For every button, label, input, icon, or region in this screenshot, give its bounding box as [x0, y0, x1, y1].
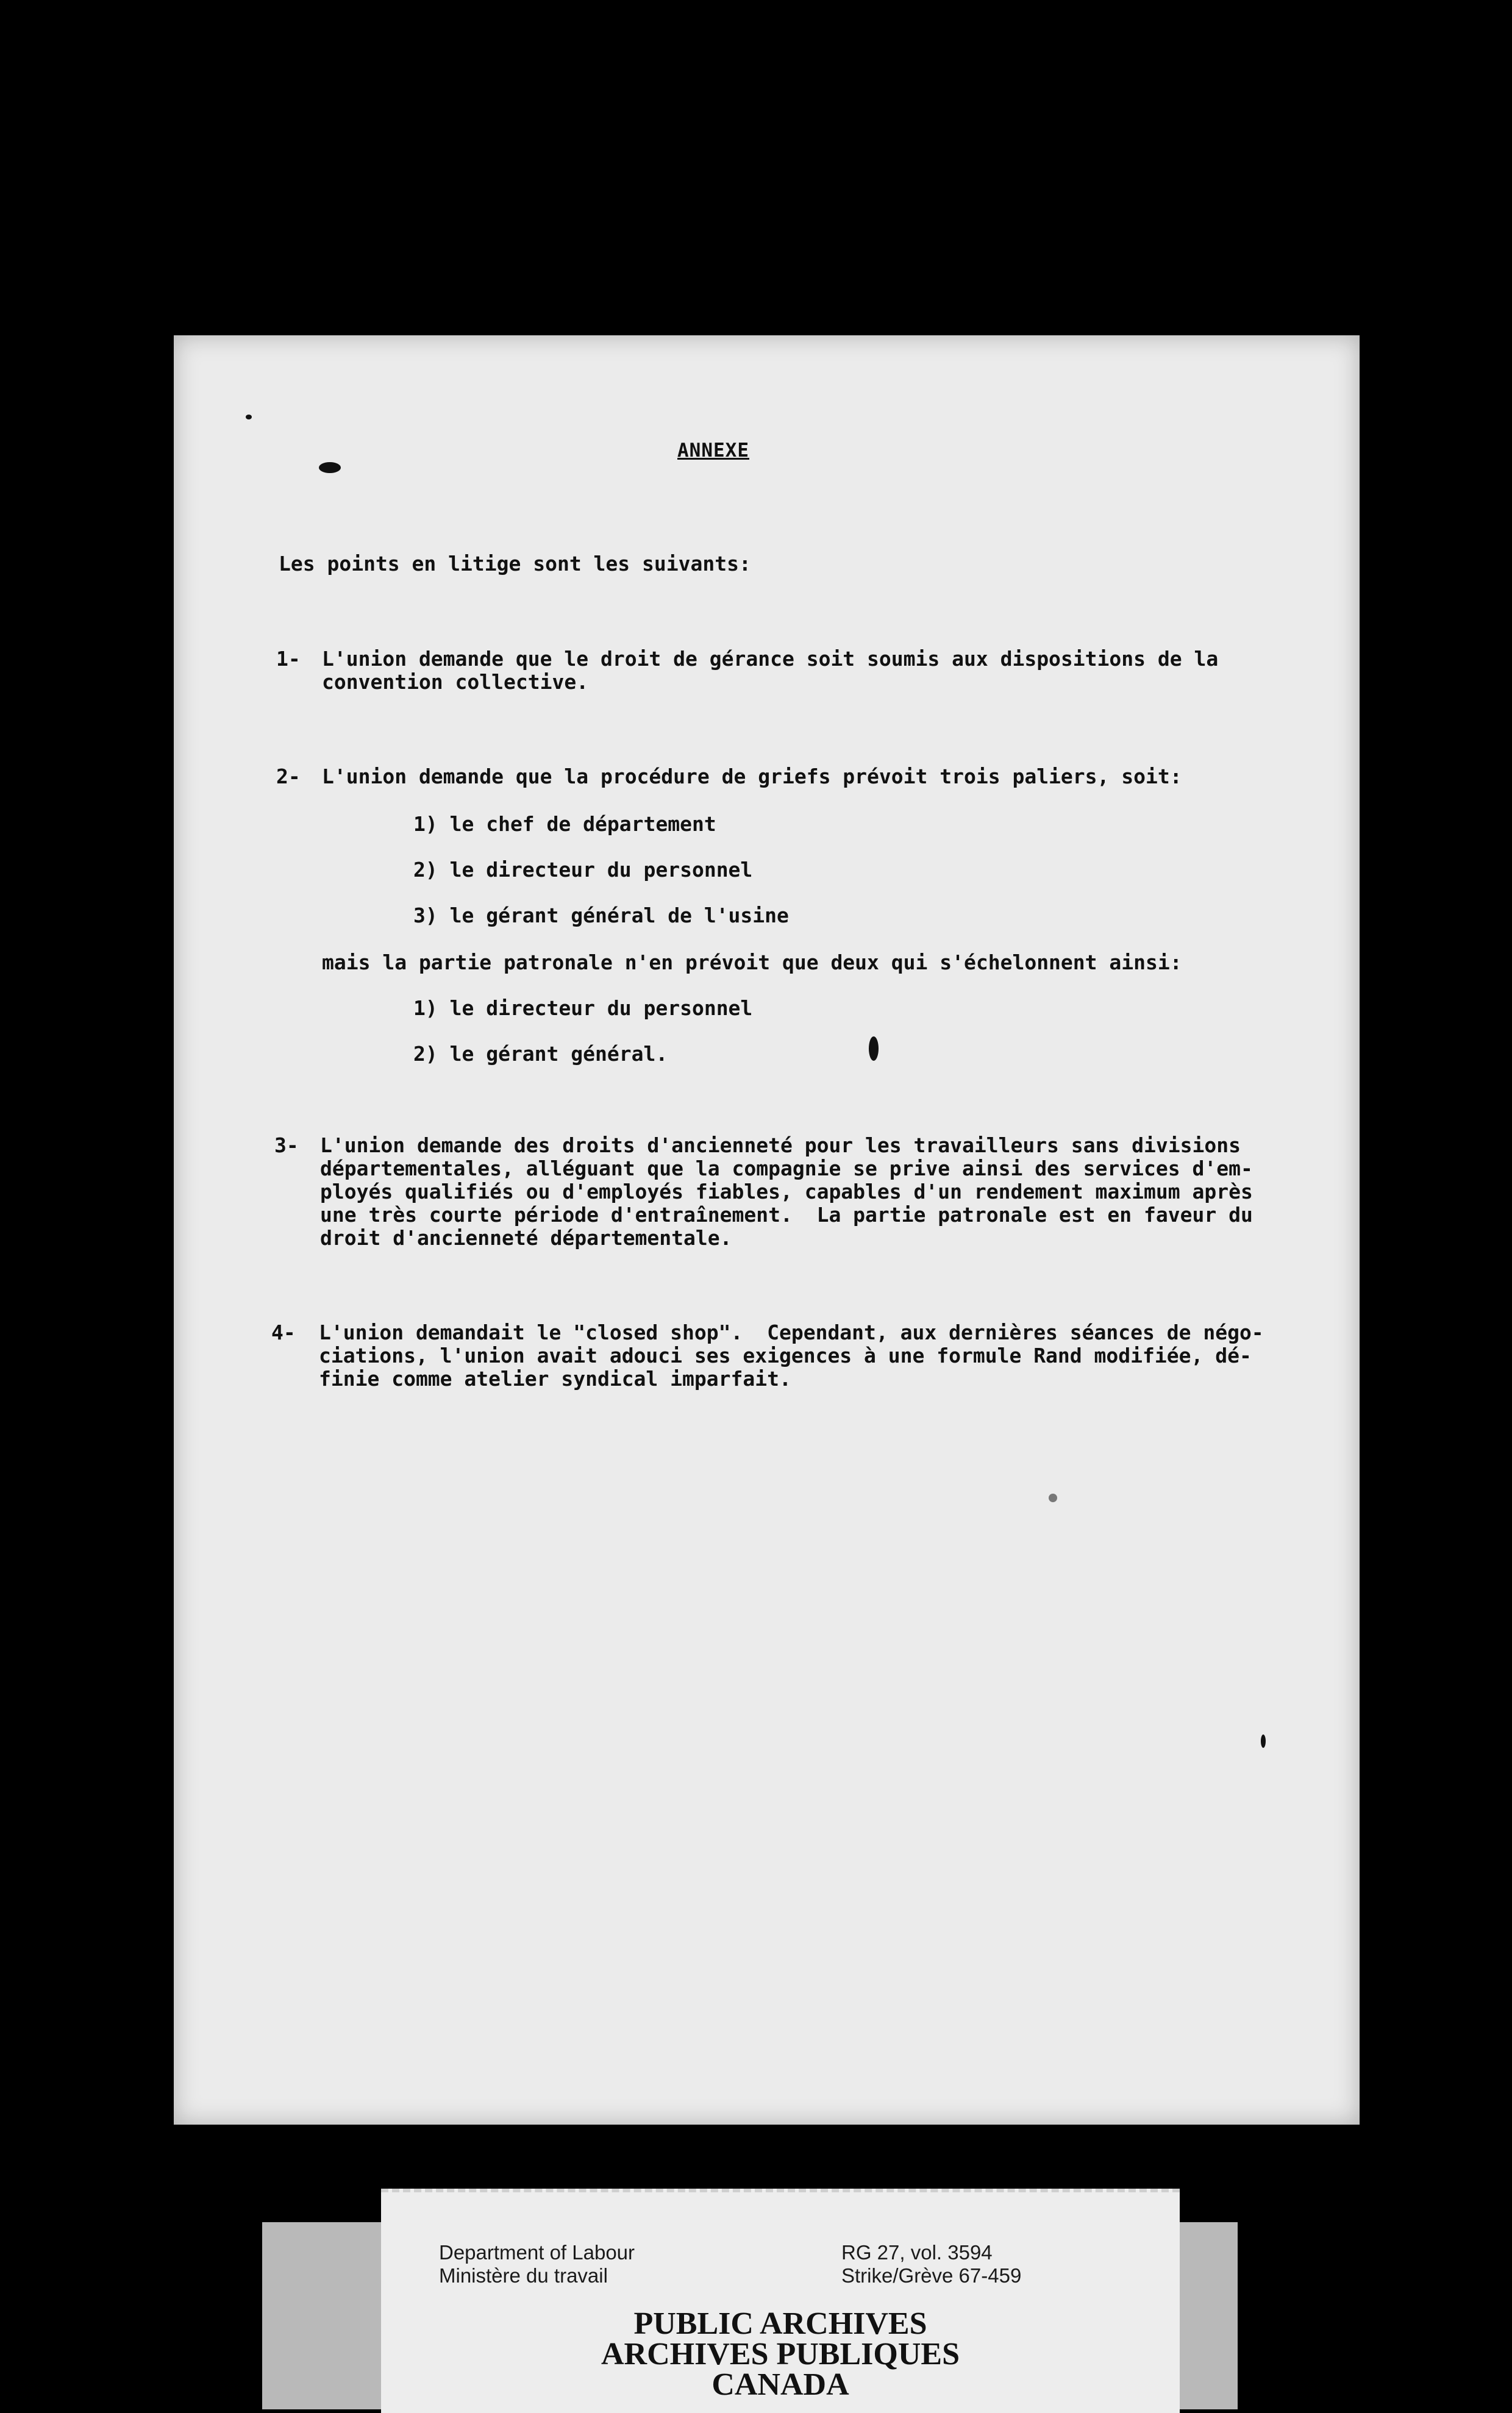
union-level-2: 2) le directeur du personnel [413, 858, 753, 882]
employer-level-2: 2) le gérant général. [413, 1042, 668, 1066]
archive-label-card [381, 2189, 1180, 2413]
point-3-line-5: droit d'ancienneté départementale. [320, 1226, 732, 1250]
point-1-number: 1- [276, 647, 301, 671]
point-3-line-3: ployés qualifiés ou d'employés fiables, capables d'un rendement maximum après [320, 1180, 1253, 1203]
ink-speck [1049, 1494, 1057, 1502]
point-2-number: 2- [276, 765, 301, 788]
point-3-number: 3- [274, 1133, 299, 1157]
point-2-middle-line: mais la partie patronale n'en prévoit que deux qui s'échelonnent ainsi: [322, 950, 1182, 974]
page-title: ANNEXE [677, 440, 749, 462]
document-page [174, 335, 1360, 2125]
point-4-line-1: L'union demandait le "closed shop". Cependant, aux dernières séances de négo- [319, 1321, 1264, 1344]
point-3-line-1: L'union demande des droits d'ancienneté pour les travailleurs sans divisions [320, 1133, 1241, 1157]
ink-speck [319, 462, 341, 473]
reference-number: RG 27, vol. 3594 [841, 2241, 993, 2264]
archive-stamp-line-3: CANADA [711, 2367, 849, 2402]
archive-stamp-line-2: ARCHIVES PUBLIQUES [601, 2337, 960, 2372]
point-3-line-2: départementales, alléguant que la compagnie se prive ainsi des services d'em- [320, 1157, 1253, 1180]
department-fr: Ministère du travail [439, 2264, 608, 2287]
point-4-number: 4- [271, 1321, 296, 1344]
ink-speck [869, 1036, 879, 1061]
point-1-line-1: L'union demande que le droit de gérance soit soumis aux dispositions de la [322, 647, 1219, 671]
point-1-line-2: convention collective. [322, 670, 589, 694]
point-2-line-1: L'union demande que la procédure de griefs prévoit trois paliers, soit: [322, 765, 1182, 788]
archive-stamp-line-1: PUBLIC ARCHIVES [633, 2306, 927, 2341]
point-3-line-4: une très courte période d'entraînement. La partie patronale est en faveur du [320, 1203, 1253, 1227]
point-4-line-3: finie comme atelier syndical imparfait. [319, 1367, 791, 1391]
ink-speck [246, 415, 252, 419]
union-level-1: 1) le chef de département [413, 812, 716, 836]
file-number: Strike/Grève 67-459 [841, 2264, 1022, 2287]
department-en: Department of Labour [439, 2241, 635, 2264]
point-4-line-2: ciations, l'union avait adouci ses exigences à une formule Rand modifiée, dé- [319, 1344, 1252, 1367]
union-level-3: 3) le gérant général de l'usine [413, 904, 789, 927]
intro-line: Les points en litige sont les suivants: [279, 552, 751, 576]
employer-level-1: 1) le directeur du personnel [413, 996, 753, 1020]
ink-speck [1261, 1734, 1266, 1748]
